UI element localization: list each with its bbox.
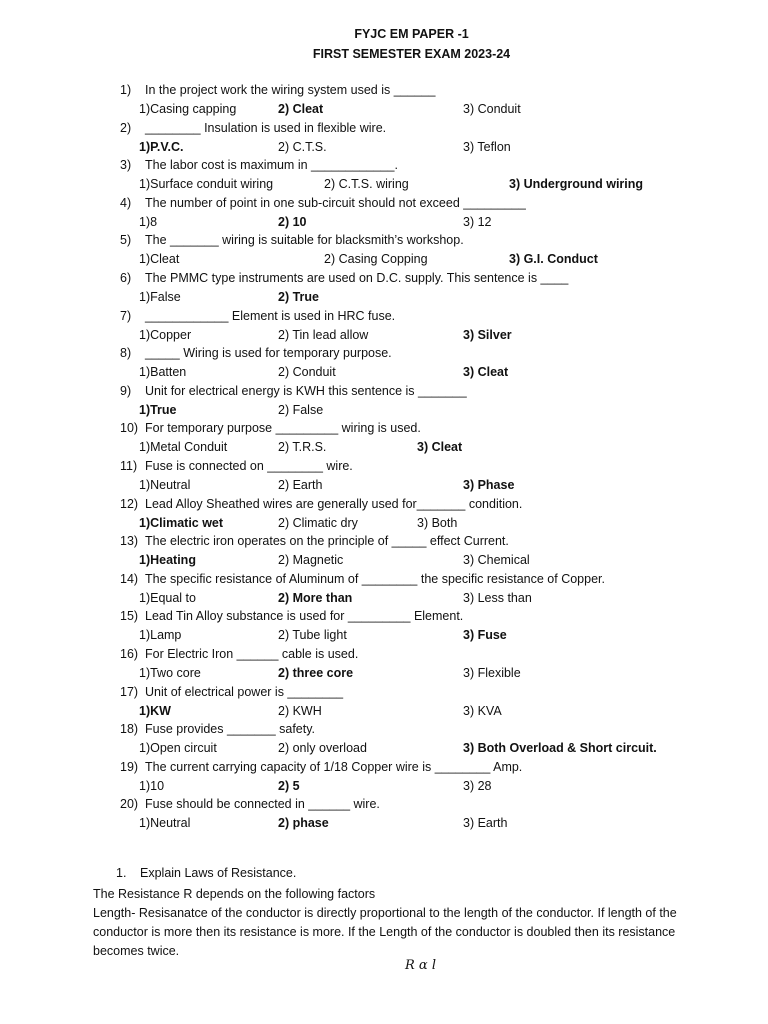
question-item: [120, 534, 680, 572]
question-line: [120, 271, 568, 285]
option: 1)Cleat: [139, 252, 180, 267]
question-text: In the project work the wiring system used is ______: [145, 83, 436, 97]
question-text: Unit of electrical power is ________: [145, 684, 344, 699]
question-text: The number of point in one sub-circuit should not exceed _________: [145, 195, 526, 210]
question-item: [120, 497, 680, 535]
option: 2) False: [278, 402, 324, 417]
option: 2) C.T.S.: [278, 139, 327, 154]
question-line: [120, 797, 380, 811]
correct-option: 1)Heating: [139, 553, 196, 568]
correct-option: 3) Silver: [463, 327, 512, 342]
option: 1)Casing capping: [139, 102, 237, 116]
question-line: [120, 685, 343, 699]
options-row: [139, 704, 679, 722]
question-number: 4): [120, 195, 132, 210]
correct-option: 2) More than: [278, 590, 353, 605]
question-number: 17): [120, 684, 139, 699]
option: 2) only overload: [278, 741, 367, 756]
options-row: [139, 177, 679, 195]
question-item: [120, 797, 680, 835]
question-text: For Electric Iron ______ cable is used.: [145, 646, 359, 661]
question-line: [120, 647, 358, 661]
correct-option: 2) True: [278, 289, 319, 304]
question-line: [120, 233, 464, 247]
question-text: For temporary purpose _________ wiring is used.: [145, 421, 421, 436]
option: 3) 28: [463, 778, 492, 793]
option: 2) Climatic dry: [278, 515, 358, 530]
descriptive-section: [93, 866, 718, 961]
correct-option: 3) Underground wiring: [509, 177, 644, 192]
question-item: [120, 384, 680, 422]
option: 2) C.T.S. wiring: [324, 177, 409, 192]
question-item: [120, 233, 680, 271]
question-item: [120, 609, 680, 647]
option: 3) Conduit: [463, 102, 521, 116]
answer-line-4: becomes twice.: [93, 944, 180, 958]
question-number: 6): [120, 270, 132, 285]
question-item: [120, 158, 680, 196]
question-line: [120, 609, 463, 623]
option: 1)Equal to: [139, 590, 196, 605]
option: 1)Metal Conduit: [139, 440, 228, 455]
option: 1)Neutral: [139, 477, 191, 492]
exam-title: FYJC EM PAPER -1: [354, 27, 469, 41]
option: 3) Both: [417, 515, 458, 530]
correct-option: 3) Cleat: [463, 365, 509, 380]
correct-option: 3) Fuse: [463, 628, 507, 643]
options-row: [139, 102, 679, 120]
question-line: [120, 158, 398, 172]
option: 2) Tube light: [278, 628, 347, 643]
question-line: [120, 196, 526, 210]
options-row: [139, 591, 679, 609]
correct-option: 2) Cleat: [278, 102, 324, 116]
question-line: [120, 534, 509, 548]
options-row: [139, 779, 679, 797]
option: 3) KVA: [463, 703, 502, 718]
question-text: Fuse should be connected in ______ wire.: [145, 797, 380, 812]
question-item: [120, 685, 680, 723]
options-row: [139, 628, 679, 646]
question-number: 18): [120, 722, 139, 737]
correct-option: 1)Climatic wet: [139, 515, 224, 530]
descriptive-question-number: 1.: [116, 866, 127, 880]
option: 1)Batten: [139, 365, 187, 380]
question-line: [120, 309, 395, 323]
question-text: Lead Tin Alloy substance is used for _________ Element.: [145, 609, 464, 624]
correct-option: 1)P.V.C.: [139, 139, 184, 154]
question-item: [120, 722, 680, 760]
option: 2) Tin lead allow: [278, 327, 369, 342]
question-number: 14): [120, 571, 139, 586]
question-line: [120, 572, 605, 586]
option: 2) KWH: [278, 703, 322, 718]
question-text: The electric iron operates on the principle of _____ effect Current.: [145, 534, 509, 549]
question-line: [120, 121, 386, 135]
question-number: 5): [120, 233, 132, 248]
options-row: [139, 252, 679, 270]
question-text: Fuse is connected on ________ wire.: [145, 458, 353, 473]
option: 3) Teflon: [463, 139, 511, 154]
exam-subtitle: FIRST SEMESTER EXAM 2023-24: [312, 47, 511, 61]
question-number: 15): [120, 609, 139, 624]
options-row: [139, 403, 679, 421]
question-text: ________ Insulation is used in flexible wire.: [145, 120, 387, 135]
question-number: 10): [120, 421, 139, 436]
option: 1)Neutral: [139, 816, 191, 831]
question-number: 1): [120, 83, 132, 97]
option: 1)Lamp: [139, 628, 182, 643]
question-text: The PMMC type instruments are used on D.C. supply. This sentence is ____: [145, 270, 569, 285]
correct-option: 2) 10: [278, 214, 307, 229]
option: 1)10: [139, 778, 165, 793]
correct-option: 2) 5: [278, 778, 300, 793]
question-number: 19): [120, 759, 139, 774]
option: 2) Conduit: [278, 365, 336, 380]
option: 1)Open circuit: [139, 741, 217, 756]
answer-line-1: The Resistance R depends on the following factors: [93, 887, 376, 901]
options-row: [139, 140, 679, 158]
question-text: Fuse provides _______ safety.: [145, 722, 316, 737]
question-number: 7): [120, 308, 132, 323]
options-row: [139, 741, 679, 759]
question-item: [120, 309, 680, 347]
question-number: 12): [120, 496, 139, 511]
question-number: 11): [120, 458, 138, 473]
question-item: [120, 196, 680, 234]
options-row: [139, 365, 679, 383]
question-number: 9): [120, 383, 132, 398]
options-row: [139, 478, 679, 496]
question-item: [120, 459, 680, 497]
question-line: [120, 83, 435, 97]
question-text: The labor cost is maximum in ____________.: [145, 158, 398, 173]
question-number: 2): [120, 120, 132, 135]
question-number: 3): [120, 158, 132, 173]
answer-line-2: Length- Resisanatce of the conductor is directly proportional to the length of the conductor. If length of the: [93, 906, 677, 920]
correct-option: 1)KW: [139, 703, 171, 718]
options-row: [139, 516, 679, 534]
question-item: [120, 647, 680, 685]
question-number: 20): [120, 797, 139, 812]
options-row: [139, 440, 679, 458]
options-row: [139, 666, 679, 684]
options-row: [139, 553, 679, 571]
option: 3) 12: [463, 214, 492, 229]
option: 1)Copper: [139, 327, 192, 342]
question-number: 8): [120, 346, 132, 361]
question-line: [120, 760, 522, 774]
question-line: [120, 421, 421, 435]
question-item: [120, 760, 680, 798]
question-number: 16): [120, 646, 139, 661]
options-row: [139, 290, 679, 308]
answer-line-3: conductor is more then its resistance is more. If the Length of the conductor is doubled then its resistance: [93, 925, 676, 939]
option: 3) Flexible: [463, 665, 521, 680]
question-line: [120, 346, 392, 360]
option: 2) Casing Copping: [324, 252, 428, 267]
resistance-formula: R α l: [405, 958, 436, 973]
correct-option: 3) G.I. Conduct: [509, 252, 598, 267]
options-row: [139, 215, 679, 233]
question-line: [120, 722, 315, 736]
question-line: [120, 384, 467, 398]
correct-option: 1)True: [139, 402, 177, 417]
question-line: [120, 459, 353, 473]
question-item: [120, 271, 680, 309]
mcq-list: [120, 83, 680, 835]
option: 1)Surface conduit wiring: [139, 177, 274, 192]
correct-option: 3) Both Overload & Short circuit.: [463, 741, 657, 756]
question-number: 13): [120, 534, 139, 549]
question-text: Lead Alloy Sheathed wires are generally used for_______ condition.: [145, 496, 523, 511]
option: 2) T.R.S.: [278, 440, 327, 455]
question-line: [120, 497, 522, 511]
question-text: ____________ Element is used in HRC fuse.: [145, 308, 396, 323]
option: 3) Earth: [463, 816, 508, 831]
question-text: Unit for electrical energy is KWH this sentence is _______: [145, 383, 467, 398]
correct-option: 2) three core: [278, 665, 354, 680]
correct-option: 2) phase: [278, 816, 329, 831]
question-text: The _______ wiring is suitable for blacksmith’s workshop.: [145, 233, 464, 248]
option: 1)False: [139, 289, 181, 304]
correct-option: 3) Phase: [463, 477, 515, 492]
descriptive-question-text: Explain Laws of Resistance.: [140, 866, 297, 880]
question-text: The specific resistance of Aluminum of ________ the specific resistance of Copper.: [145, 571, 605, 586]
question-item: [120, 421, 680, 459]
option: 1)Two core: [139, 665, 201, 680]
question-item: [120, 572, 680, 610]
options-row: [139, 816, 679, 834]
question-item: [120, 346, 680, 384]
options-row: [139, 328, 679, 346]
question-item: [120, 83, 680, 121]
option: 3) Less than: [463, 590, 532, 605]
option: 3) Chemical: [463, 553, 530, 568]
question-item: [120, 121, 680, 159]
question-text: The current carrying capacity of 1/18 Copper wire is ________ Amp.: [145, 759, 523, 774]
option: 1)8: [139, 214, 158, 229]
option: 2) Earth: [278, 477, 323, 492]
descriptive-question: [93, 866, 718, 885]
correct-option: 3) Cleat: [417, 440, 463, 455]
option: 2) Magnetic: [278, 553, 344, 568]
question-text: _____ Wiring is used for temporary purpose.: [145, 346, 392, 361]
